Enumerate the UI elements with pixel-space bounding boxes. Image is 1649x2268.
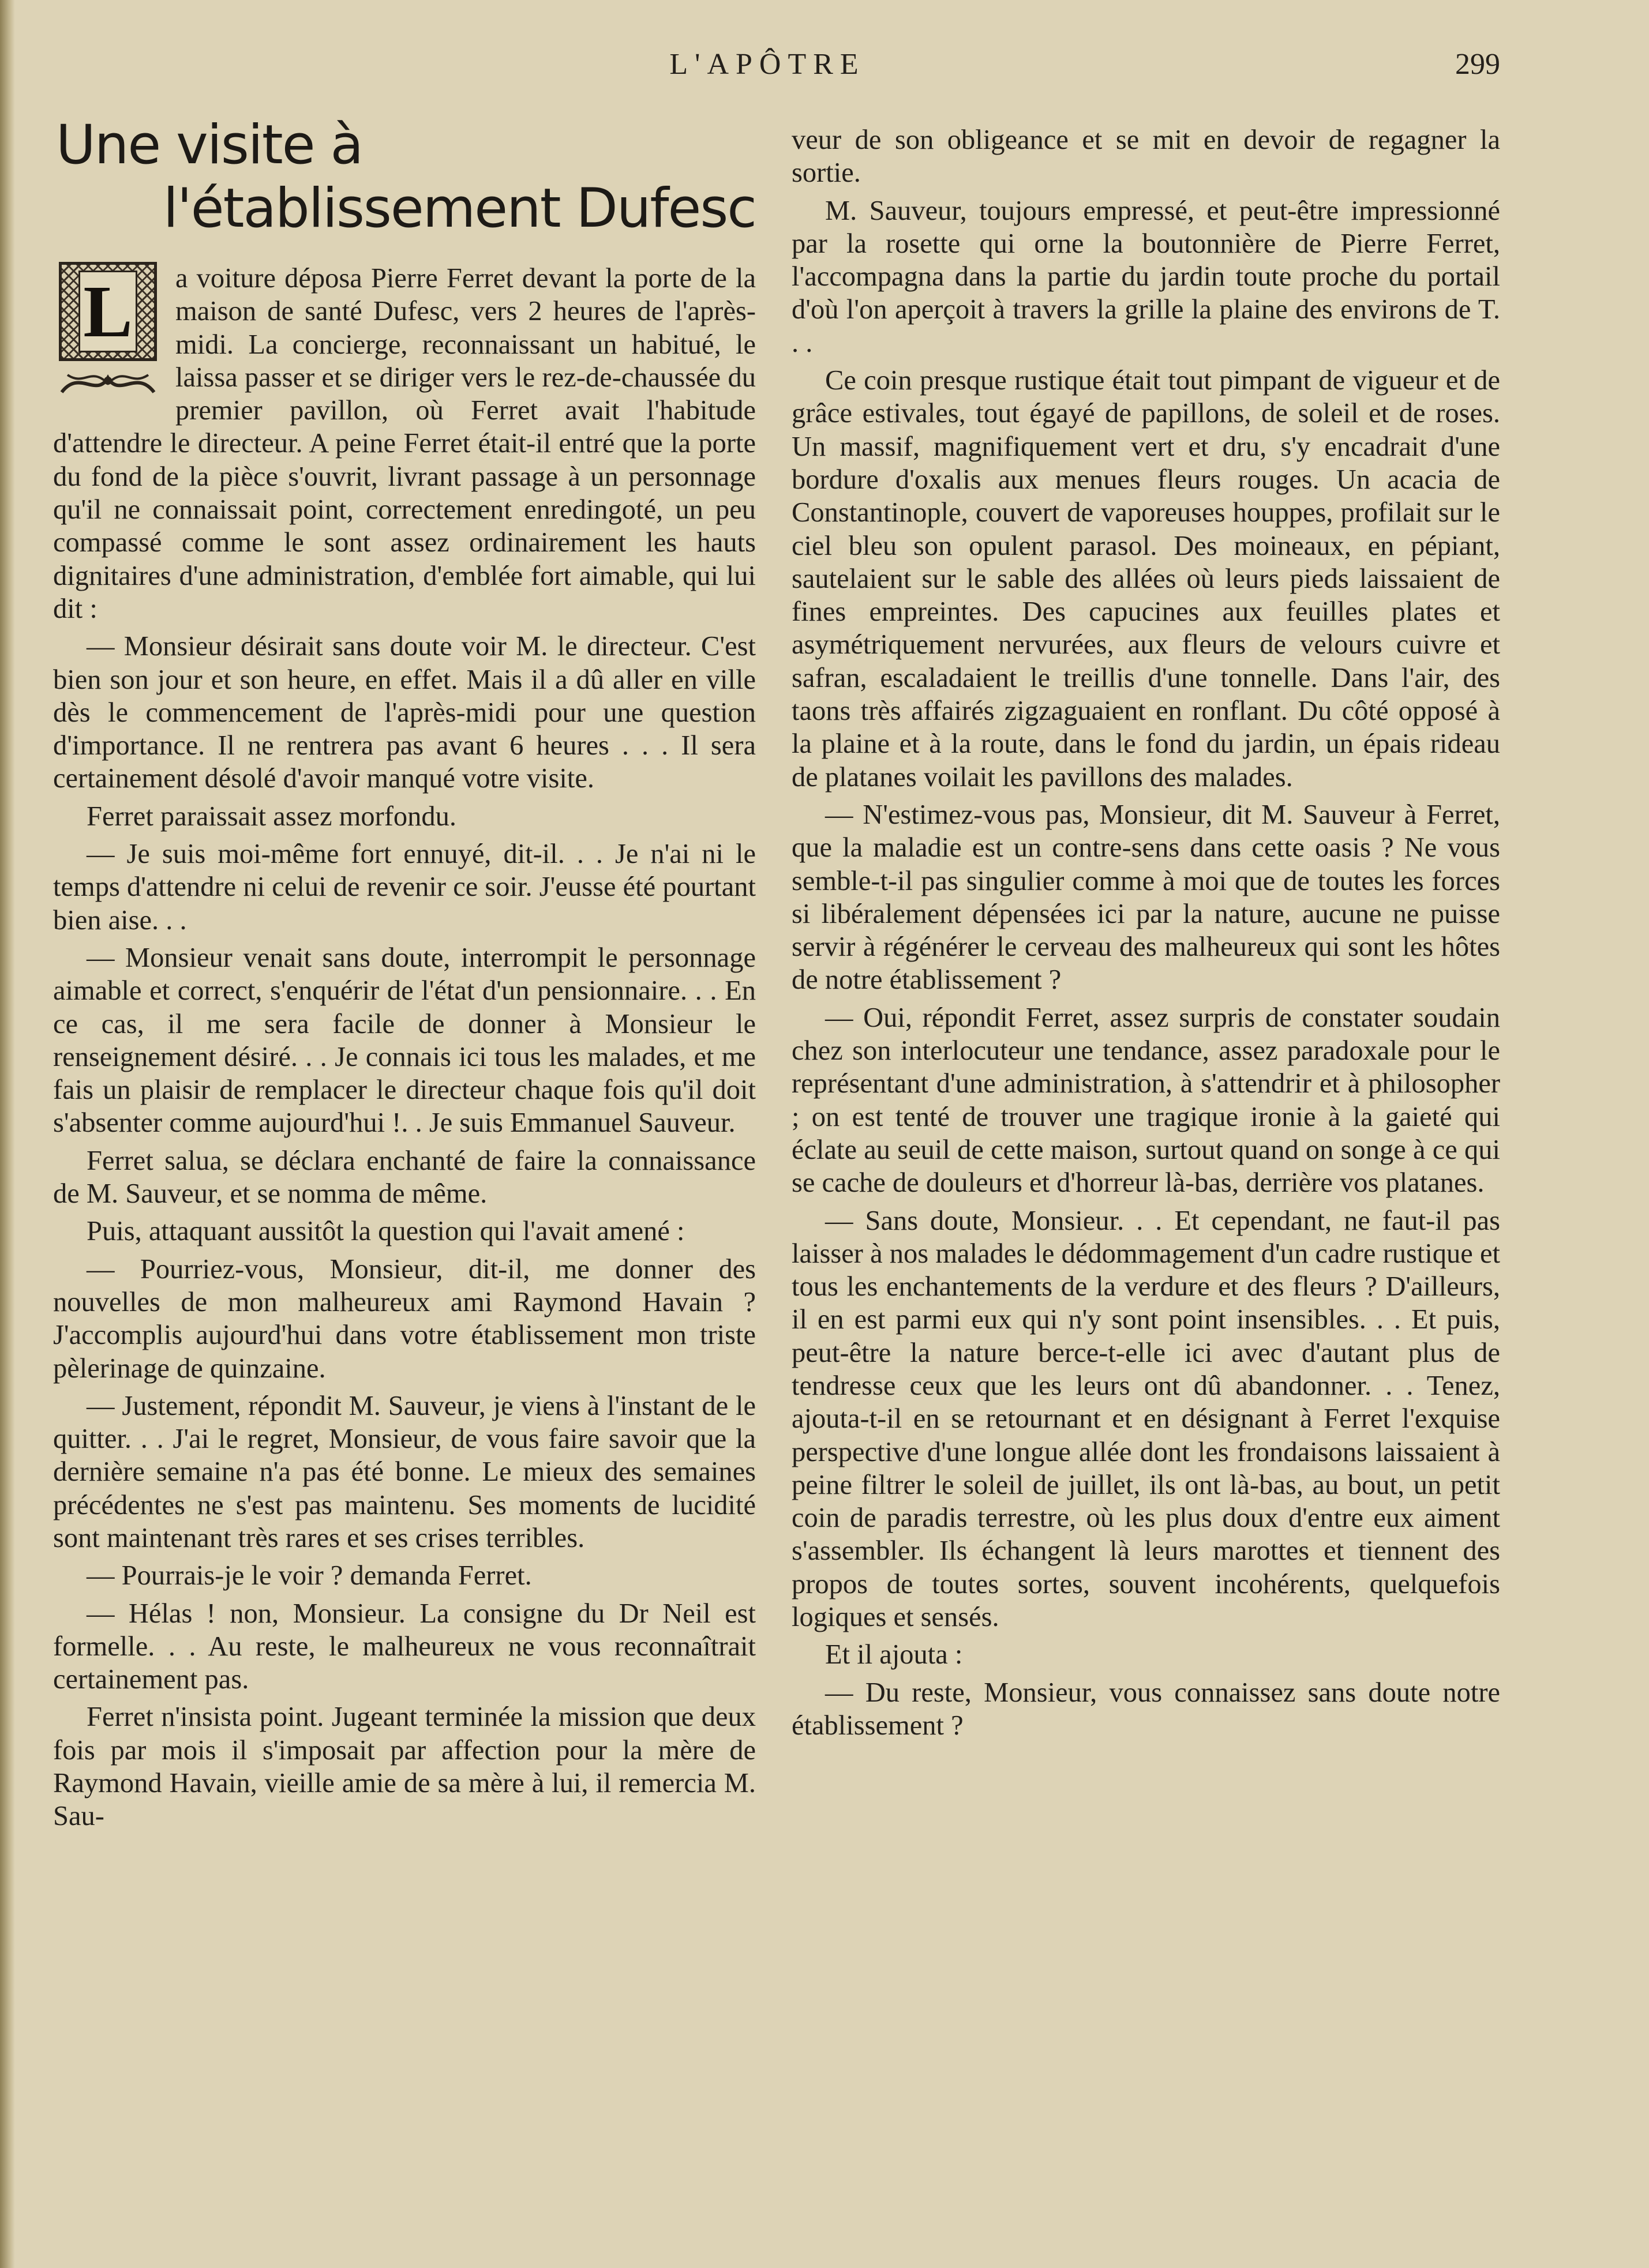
paragraph: veur de son obligeance et se mit en devoir de regagner la sortie. bbox=[792, 125, 1500, 189]
paragraph: Puis, attaquant aussitôt la question qui l'avait amené : bbox=[87, 1216, 685, 1247]
paragraph: Ce coin presque rustique était tout pimpant de vigueur et de grâce estivales, tout égayé de papillons, de soleil et de roses. Un massif, magnifiquement vert et dru, s'y encadrait d'une bordure d'oxalis aux menues fleurs rouges. Un acacia de Constantinople, couvert de vaporeuses houppes, profilait sur le ciel bleu son opulent parasol. Des moineaux, en pépiant, sautelaient sur le sable des allées où leurs pieds laissaient de fines empreintes. Des capucines aux feuilles plates et asymétriquement nervurées, aux fleurs de velours cuivre et safran, escaladaient le treillis d'une tonnelle. Dans l'air, des taons très affairés zigzaguaient en ronflant. Du côté opposé à la plaine et à la route, dans le fond du jardin, un épais rideau de platanes voilait les pavillons des malades. bbox=[792, 365, 1500, 793]
paragraph: — Oui, répondit Ferret, assez surpris de constater soudain chez son interlocuteur une tendance, assez paradoxale pour le représentant d'une administration, à s'attendrir et à philosopher ; on est tenté de trouver une tragique ironie à la gaieté qui éclate au seuil de cette maison, surtout quand on songe à ce qui se cache de douleurs et d'horreur là-bas, derrière vos platanes. bbox=[792, 1002, 1500, 1199]
paragraph: — Pourriez-vous, Monsieur, dit-il, me donner des nouvelles de mon malheureux ami Raymond Havain ? J'accomplis aujourd'hui dans votre établissement mon triste pèlerinage de quinzaine. bbox=[53, 1253, 756, 1384]
page-spine-shadow bbox=[0, 0, 15, 2268]
article-title-line-2: l'établissement Dufesc bbox=[163, 177, 756, 240]
paragraph: Ferret n'insista point. Jugeant terminée la mission que deux fois par mois il s'imposait par affection pour la mère de Raymond Havain, vieille amie de sa mère à lui, il remercia M. Sau- bbox=[53, 1702, 756, 1832]
ornamental-dropcap bbox=[53, 262, 163, 403]
left-column bbox=[53, 115, 756, 1838]
paragraph: — Monsieur désirait sans doute voir M. le directeur. C'est bien son jour et son heure, en effet. Mais il a dû aller en ville dès le commencement de l'après-midi pour une question d'importance. Il ne rentrera pas avant 6 heures . . . Il sera certainement désolé d'avoir manqué votre visite. bbox=[53, 631, 756, 794]
paragraph: a voiture déposa Pierre Ferret devant la porte de la maison de santé Dufesc, vers 2 heures de l'après-midi. La concierge, reconnaissant un habitué, le laissa passer et se diriger vers le rez-de-chaussée du premier pavillon, où Ferret avait l'habitude d'attendre le directeur. A peine Ferret était-il entré que la porte du fond de la pièce s'ouvrit, livrant passage à un personnage qu'il ne connaissait point, correctement enredingoté, un peu compassé comme le sont assez ordinairement les hauts dignitaires d'une administration, d'emblée fort aimable, qui lui dit : bbox=[53, 263, 756, 624]
paragraph: — Je suis moi-même fort ennuyé, dit-il. . . Je n'ai ni le temps d'attendre ni celui de revenir ce soir. J'eusse été pourtant bien aise. . . bbox=[53, 839, 756, 936]
paragraph: Ferret salua, se déclara enchanté de faire la connaissance de M. Sauveur, et se nomma de même. bbox=[53, 1145, 756, 1210]
paragraph: — Monsieur venait sans doute, interrompit le personnage aimable et correct, s'enquérir de l'état d'un pensionnaire. . . En ce cas, il me sera facile de donner à Monsieur le renseignement désiré. . . Je connais ici tous les malades, et me fais un plaisir de remplacer le directeur chaque fois qu'il doit s'absenter comme aujourd'hui !. . Je suis Emmanuel Sauveur. bbox=[53, 942, 756, 1139]
paragraph: — Sans doute, Monsieur. . . Et cependant, ne faut-il pas laisser à nos malades le dédommagement d'un cadre rustique et tous les enchantements de la verdure et des fleurs ? D'ailleurs, il en est parmi eux qui n'y sont point insensibles. . . Et puis, peut-être la nature berce-t-elle ici avec d'autant plus de tendresse ceux que les leurs ont dû abandonner. . . Tenez, ajouta-t-il en se retournant et en désignant à Ferret l'exquise perspective d'une longue allée dont les frondaisons laissaient à peine filtrer le soleil de juillet, ils ont là-bas, au bout, un petit coin de paradis terrestre, où les plus doux d'entre eux aiment s'assembler. Ils échangent là leurs marottes et tiennent des propos de toutes sortes, souvent incohérents, quelquefois logiques et sensés. bbox=[792, 1205, 1500, 1633]
article-title-line-1: Une visite à bbox=[56, 114, 363, 177]
dropcap-letter: L bbox=[78, 271, 137, 352]
dropcap-ornament-frame bbox=[59, 262, 157, 361]
paragraph: — Pourrais-je le voir ? demanda Ferret. bbox=[87, 1560, 532, 1591]
page-number: 299 bbox=[1455, 48, 1500, 81]
paragraph: — Justement, répondit M. Sauveur, je viens à l'instant de le quitter. . . J'ai le regret, Monsieur, de vous faire savoir que la dernière semaine n'a pas été bonne. Le mieux des semaines précédentes ne s'est pas maintenu. Ses moments de lucidité sont maintenant très rares et ses crises terribles. bbox=[53, 1390, 756, 1553]
paragraph: — N'estimez-vous pas, Monsieur, dit M. Sauveur à Ferret, que la maladie est un contre-sens dans cette oasis ? Ne vous semble-t-il pas singulier comme à moi que de toutes les forces si libéralement dépensées ici par la nature, aucune ne puisse servir à régénérer le cerveau des malheureux qui sont les hôtes de notre établissement ? bbox=[792, 799, 1500, 996]
dropcap-flourish-icon bbox=[56, 363, 160, 399]
running-head: L'APÔTRE bbox=[669, 48, 865, 81]
right-column bbox=[792, 123, 1500, 1747]
paragraph: — Du reste, Monsieur, vous connaissez sans doute notre établissement ? bbox=[792, 1677, 1500, 1741]
paragraph: Ferret paraissait assez morfondu. bbox=[87, 801, 457, 832]
paragraph: M. Sauveur, toujours empressé, et peut-être impressionné par la rosette qui orne la boutonnière de Pierre Ferret, l'accompagna dans la partie du jardin toute proche du portail d'où l'on aperçoit à travers la grille la plaine des environs de T. . . bbox=[792, 195, 1500, 358]
paragraph: Et il ajouta : bbox=[825, 1639, 963, 1670]
paragraph: — Hélas ! non, Monsieur. La consigne du Dr Neil est formelle. . . Au reste, le malheureux ne vous reconnaîtrait certainement pas. bbox=[53, 1598, 756, 1695]
